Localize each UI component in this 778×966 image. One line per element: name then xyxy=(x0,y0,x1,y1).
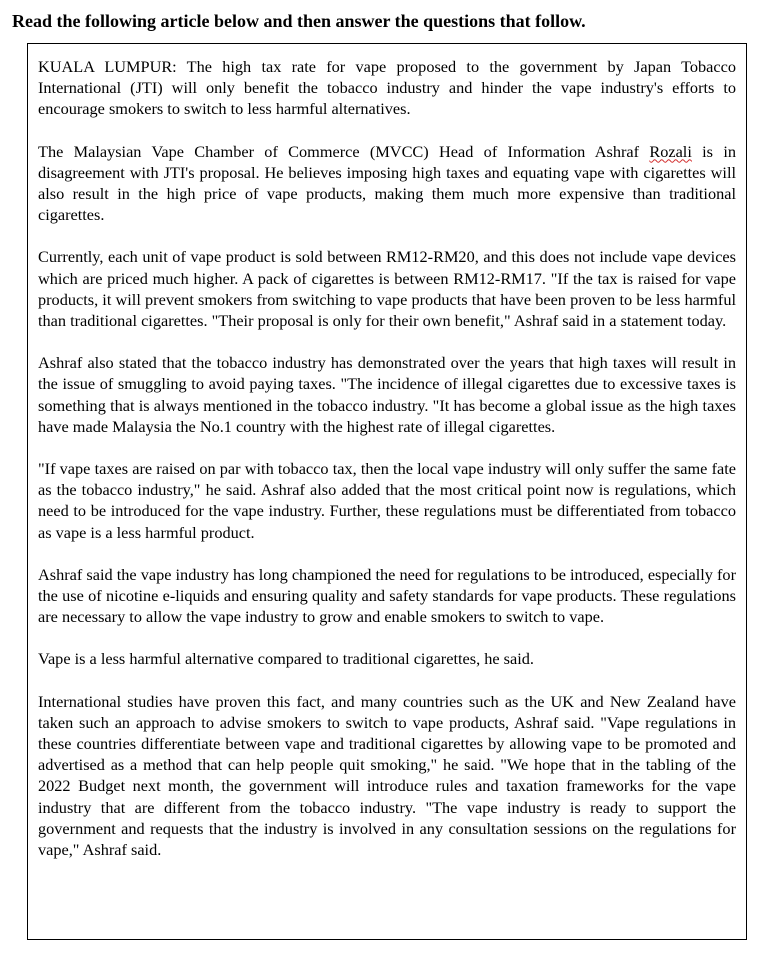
spellcheck-flagged-word[interactable]: Rozali xyxy=(649,141,692,161)
article-paragraph-6: Ashraf said the vape industry has long championed the need for regulations to be introduced, especially for the use of nicotine e-liquids and ensuring quality and safety standards for vape products. These regulations are necessary to allow the vape industry to grow and enable smokers to switch to vape. xyxy=(38,564,736,627)
paragraph-2-text-after: is in disagreement with JTI's proposal. He believes imposing high taxes and equating vape with cigarettes will also result in the high price of vape products, making them much more expensive than traditional cigarettes. xyxy=(38,141,736,225)
article-paragraph-5: "If vape taxes are raised on par with tobacco tax, then the local vape industry will only suffer the same fate as the tobacco industry," he said. Ashraf also added that the most critical point now is regulations, which need to be introduced for the vape industry. Further, these regulations must be differentiated from tobacco as vape is a less harmful product. xyxy=(38,459,736,542)
article-box xyxy=(27,43,747,940)
paragraph-2-text-before: The Malaysian Vape Chamber of Commerce (MVCC) Head of Information Ashraf xyxy=(38,141,650,161)
article-paragraph-1: KUALA LUMPUR: The high tax rate for vape proposed to the government by Japan Tobacco International (JTI) will only benefit the tobacco industry and hinder the vape industry's efforts to encourage smokers to switch to less harmful alternatives. xyxy=(38,57,736,119)
article-paragraph-4: Ashraf also stated that the tobacco industry has demonstrated over the years that high taxes will result in the issue of smuggling to avoid paying taxes. "The incidence of illegal cigarettes due to excessive taxes is something that is always mentioned in the tobacco industry. "It has become a global issue as the high taxes have made Malaysia the No.1 country with the highest rate of illegal cigarettes. xyxy=(38,353,736,436)
article-paragraph-2 xyxy=(38,141,736,226)
article-paragraph-7: Vape is a less harmful alternative compared to traditional cigarettes, he said. xyxy=(38,649,534,669)
article-paragraph-3: Currently, each unit of vape product is sold between RM12-RM20, and this does not include vape devices which are priced much higher. A pack of cigarettes is between RM12-RM17. "If the tax is raised for vape products, it will prevent smokers from switching to vape products that have been proven to be less harmful than traditional cigarettes. "Their proposal is only for their own benefit," Ashraf said in a statement today. xyxy=(38,247,736,331)
instruction-heading: Read the following article below and then answer the questions that follow. xyxy=(12,11,586,31)
article-paragraph-8: International studies have proven this fact, and many countries such as the UK and New Zealand have taken such an approach to advise smokers to switch to vape products, Ashraf said. "Vape regulations in these countries differentiate between vape and traditional cigarettes by allowing vape to be promoted and advertised as a method that can help people quit smoking," he said. "We hope that in the tabling of the 2022 Budget next month, the government will introduce rules and taxation frameworks for the vape industry that are different from the tobacco industry. "The vape industry is ready to support the government and requests that the industry is involved in any consultation sessions on the regulations for vape," Ashraf said. xyxy=(38,691,736,860)
